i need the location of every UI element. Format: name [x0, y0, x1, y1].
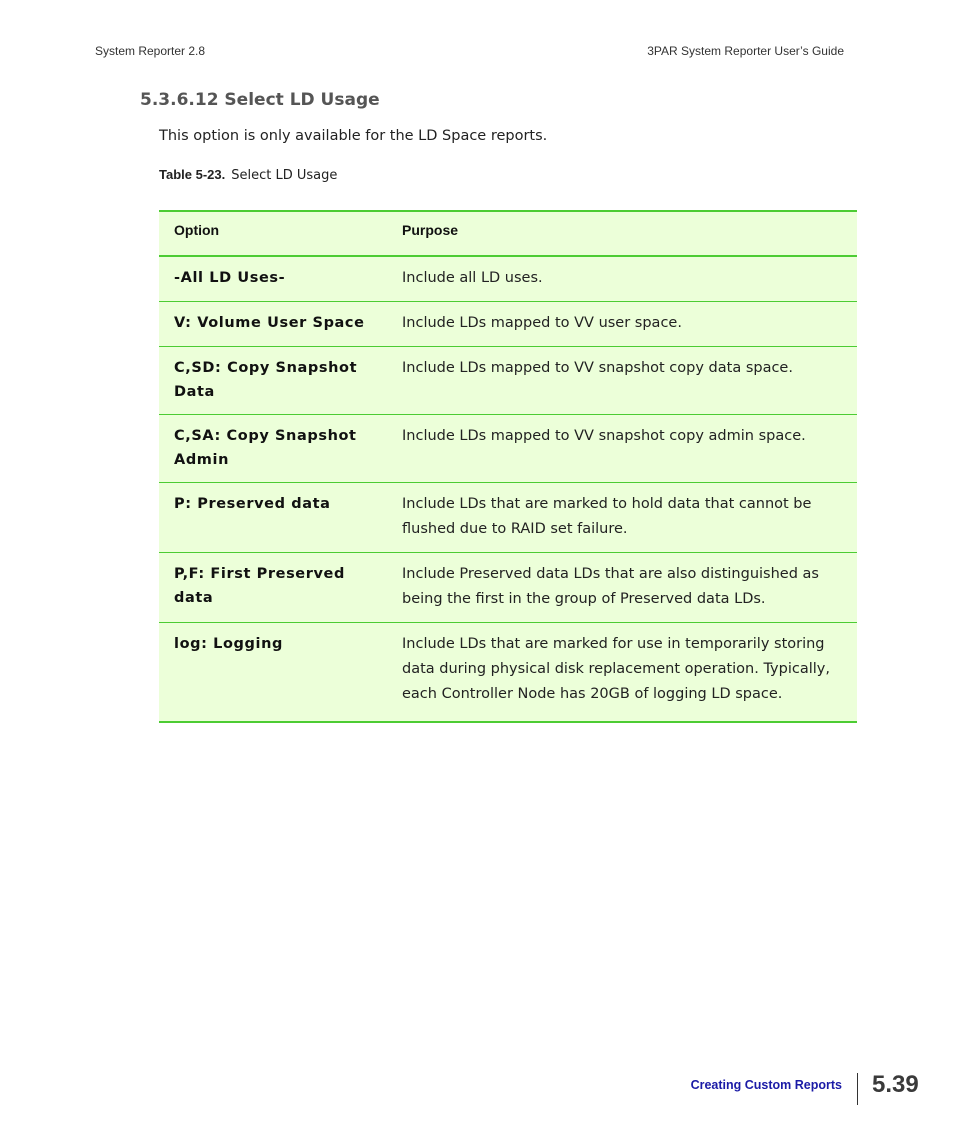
column-header-option: Option [159, 211, 387, 256]
column-header-purpose: Purpose [387, 211, 857, 256]
purpose-cell: Include all LD uses. [402, 270, 543, 286]
table-header-row [159, 211, 857, 256]
select-ld-usage-table [159, 210, 857, 723]
purpose-cell: Include LDs that are marked to hold data that cannot be flushed due to RAID set failure. [387, 483, 857, 553]
purpose-cell: Include Preserved data LDs that are also distinguished as being the first in the group of Preserved data LDs. [387, 553, 857, 623]
option-cell: log: Logging [159, 623, 387, 723]
table-caption-title: Select LD Usage [231, 168, 338, 183]
running-header-right: 3PAR System Reporter User’s Guide [647, 44, 844, 58]
running-header-left: System Reporter 2.8 [95, 44, 206, 58]
purpose-cell: Include LDs mapped to VV snapshot copy admin space. [387, 415, 857, 483]
purpose-cell: Include LDs mapped to VV user space. [387, 302, 857, 347]
table-caption-number: Table 5-23. [159, 167, 226, 182]
table-row [159, 483, 857, 553]
footer-chapter-title: Creating Custom Reports [690, 1078, 842, 1092]
table-row [159, 347, 857, 415]
purpose-cell: Include LDs that are marked for use in temporarily storing data during physical disk replacement operation. Typically, each Controller Node has 20GB of logging LD space. [387, 623, 857, 723]
table-row [159, 302, 857, 347]
section-heading: 5.3.6.12 Select LD Usage [140, 90, 380, 110]
table-row [159, 415, 857, 483]
option-cell: V: Volume User Space [159, 302, 387, 347]
option-cell: P: Preserved data [159, 483, 387, 553]
option-cell: C,SA: Copy Snapshot Admin [159, 415, 387, 483]
table-row [159, 553, 857, 623]
table-caption [159, 167, 337, 183]
option-cell: C,SD: Copy Snapshot Data [159, 347, 387, 415]
table-row [159, 256, 857, 302]
option-cell: P,F: First Preserved data [159, 553, 387, 623]
purpose-cell: Include LDs mapped to VV snapshot copy data space. [387, 347, 857, 415]
intro-paragraph: This option is only available for the LD Space reports. [159, 128, 548, 144]
option-cell: -All LD Uses- [174, 270, 286, 286]
table-row [159, 623, 857, 723]
page-number: 5.39 [872, 1071, 919, 1098]
footer-divider [857, 1073, 858, 1105]
